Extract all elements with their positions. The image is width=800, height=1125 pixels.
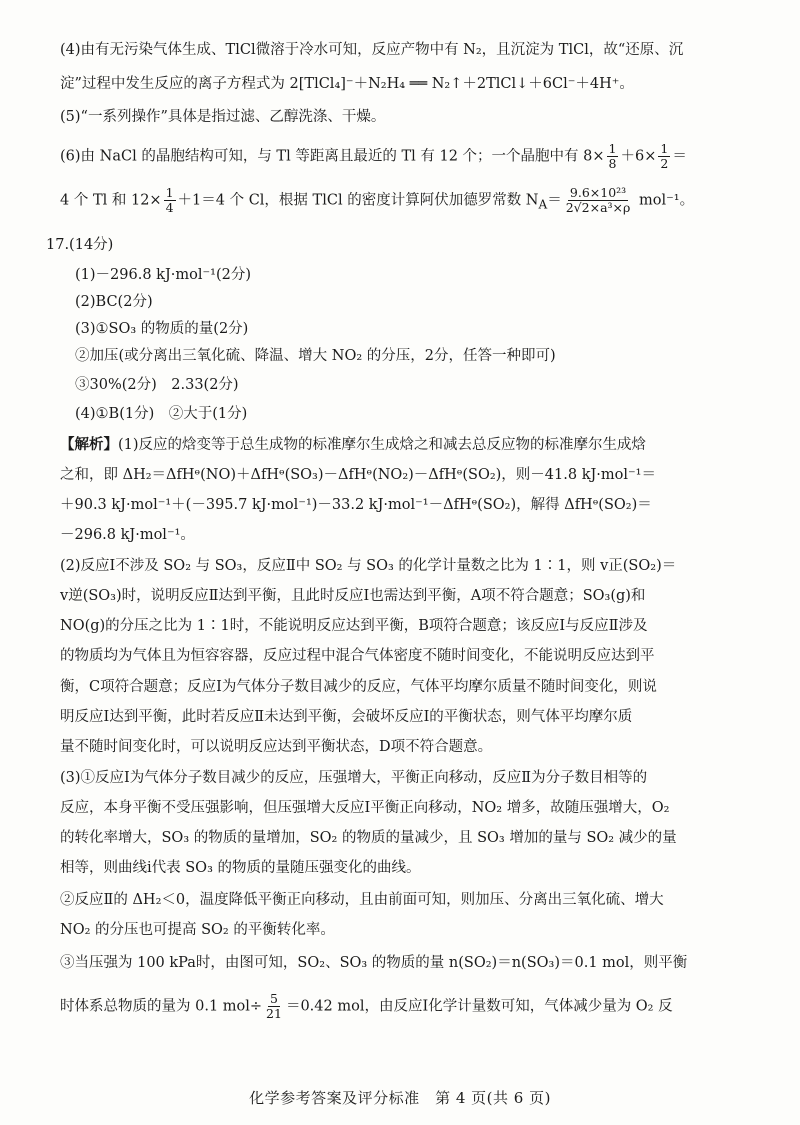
q16-part5: (5)“一系列操作”具体是指过滤、乙醇洗涤、干燥。 bbox=[60, 109, 386, 125]
text-segment: ＋6× bbox=[620, 148, 657, 165]
q17-answer-3-2: ②加压(或分离出三氧化硫、降温、增大 NO₂ 的分压，2分，任答一种即可) bbox=[75, 348, 556, 364]
q17-answer-3-3: ③30%(2分) 2.33(2分) bbox=[75, 377, 239, 393]
q17-answer-2: (2)BC(2分) bbox=[75, 294, 153, 310]
analysis-para2-line4: 的物质均为气体且为恒容容器，反应过程中混合气体密度不随时间变化，不能说明反应达到平 bbox=[60, 648, 655, 664]
q16-part4-line2: 淀”过程中发生反应的离子方程式为 2[TlCl₄]⁻＋N₂H₄ ══ N₂↑＋2TlCl↓＋6Cl⁻＋4H⁺。 bbox=[60, 76, 634, 92]
analysis-para2-line6: 明反应Ⅰ达到平衡，此时若反应Ⅱ未达到平衡，会破坏反应Ⅰ的平衡状态，则气体平均摩尔质 bbox=[60, 709, 633, 725]
page-footer: 化学参考答案及评分标准 第 4 页(共 6 页) bbox=[249, 1089, 551, 1107]
denominator: 21 bbox=[266, 1006, 282, 1021]
analysis-para3-line1: (3)①反应Ⅰ为气体分子数目减少的反应，压强增大，平衡正向移动，反应Ⅱ为分子数目相等的 bbox=[60, 770, 648, 786]
denominator: 4 bbox=[165, 200, 174, 215]
q16-part6-line2 bbox=[60, 186, 694, 215]
text-segment: 4 个 Tl 和 12× bbox=[60, 192, 162, 209]
q16-part6-line1 bbox=[60, 142, 687, 171]
q17-heading: 17.(14分) bbox=[46, 237, 114, 253]
analysis-para2-line7: 量不随时间变化时，可以说明反应达到平衡状态，D项不符合题意。 bbox=[60, 739, 493, 755]
analysis-para3-line2: 反应，本身平衡不受压强影响，但压强增大反应Ⅰ平衡正向移动，NO₂ 增多，故随压强增大，O₂ bbox=[60, 800, 670, 816]
analysis-para1-line4: －296.8 kJ·mol⁻¹。 bbox=[60, 527, 195, 543]
fraction-one-half bbox=[658, 142, 670, 171]
q17-answer-4: (4)①B(1分) ②大于(1分) bbox=[75, 406, 248, 422]
numerator: 9.6×10²³ bbox=[569, 185, 627, 200]
subscript: A bbox=[538, 197, 548, 212]
analysis-para2-line1: (2)反应Ⅰ不涉及 SO₂ 与 SO₃，反应Ⅱ中 SO₂ 与 SO₃ 的化学计量数之比为 1∶1，则 v正(SO₂)＝ bbox=[60, 558, 677, 574]
text-segment: ＝ bbox=[672, 148, 687, 165]
fraction-five-twentyfirsts bbox=[264, 992, 284, 1021]
denominator: 2√2×a³×ρ bbox=[565, 200, 631, 215]
analysis-para1-line1 bbox=[60, 435, 646, 455]
analysis-para2-line3: NO(g)的分压之比为 1∶1时，不能说明反应达到平衡，B项符合题意；该反应Ⅰ与反应Ⅱ涉及 bbox=[60, 618, 648, 634]
numerator: 1 bbox=[165, 185, 174, 200]
text-segment: ＝0.42 mol，由反应Ⅰ化学计量数可知，气体减少量为 O₂ 反 bbox=[285, 998, 673, 1015]
analysis-para5-line2 bbox=[60, 992, 673, 1021]
avogadro-fraction bbox=[564, 186, 633, 215]
text-segment: mol⁻¹。 bbox=[634, 192, 695, 209]
numerator: 1 bbox=[660, 141, 669, 156]
analysis-para3-line3: 的转化率增大，SO₃ 的物质的量增加，SO₂ 的物质的量减少，且 SO₃ 增加的量与 SO₂ 减少的量 bbox=[60, 830, 677, 846]
analysis-para1-line3: ＋90.3 kJ·mol⁻¹＋(－395.7 kJ·mol⁻¹)－33.2 kJ·mol⁻¹－ΔfHᶱ(SO₂)，解得 ΔfHᶱ(SO₂)＝ bbox=[60, 497, 652, 513]
analysis-para4-line1: ②反应Ⅱ的 ΔH₂＜0，温度降低平衡正向移动，且由前面可知，则加压、分离出三氧化硫、增大 bbox=[60, 892, 664, 908]
q16-part4-line1: (4)由有无污染气体生成、TlCl微溶于冷水可知，反应产物中有 N₂，且沉淀为 TlCl，故“还原、沉 bbox=[60, 42, 684, 58]
text-segment: ＝ bbox=[547, 192, 562, 209]
q17-answer-1: (1)－296.8 kJ·mol⁻¹(2分) bbox=[75, 267, 251, 283]
analysis-para2-line2: v逆(SO₃)时，说明反应Ⅱ达到平衡，且此时反应Ⅰ也需达到平衡，A项不符合题意；SO₃(g)和 bbox=[60, 588, 646, 604]
text-segment: (1)反应的焓变等于总生成物的标准摩尔生成焓之和减去总反应物的标准摩尔生成焓 bbox=[118, 437, 647, 453]
text-segment: 时体系总物质的量为 0.1 mol÷ bbox=[60, 998, 263, 1015]
analysis-tag: 【解析】 bbox=[60, 436, 118, 453]
numerator: 5 bbox=[270, 991, 278, 1006]
denominator: 2 bbox=[660, 156, 669, 171]
fraction-one-eighth bbox=[607, 142, 619, 171]
q17-answer-3-1: (3)①SO₃ 的物质的量(2分) bbox=[75, 321, 249, 337]
analysis-para2-line5: 衡，C项符合题意；反应Ⅰ为气体分子数目减少的反应，气体平均摩尔质量不随时间变化，则说 bbox=[60, 679, 657, 695]
analysis-para1-line2: 之和，即 ΔH₂＝ΔfHᶱ(NO)＋ΔfHᶱ(SO₃)－ΔfHᶱ(NO₂)－ΔfHᶱ(SO₂)，则－41.8 kJ·mol⁻¹＝ bbox=[60, 467, 656, 483]
fraction-one-quarter bbox=[164, 186, 176, 215]
analysis-para5-line1: ③当压强为 100 kPa时，由图可知，SO₂、SO₃ 的物质的量 n(SO₂)＝n(SO₃)＝0.1 mol，则平衡 bbox=[60, 955, 688, 971]
denominator: 8 bbox=[608, 156, 617, 171]
analysis-para4-line2: NO₂ 的分压也可提高 SO₂ 的平衡转化率。 bbox=[60, 922, 335, 938]
text-segment: (6)由 NaCl 的晶胞结构可知，与 Tl 等距离且最近的 Tl 有 12 个；一个晶胞中有 8× bbox=[60, 148, 605, 165]
text-segment: ＋1＝4 个 Cl，根据 TlCl 的密度计算阿伏加德罗常数 N bbox=[177, 192, 539, 209]
analysis-para3-line4: 相等，则曲线ⅰ代表 SO₃ 的物质的量随压强变化的曲线。 bbox=[60, 860, 421, 876]
numerator: 1 bbox=[608, 141, 617, 156]
